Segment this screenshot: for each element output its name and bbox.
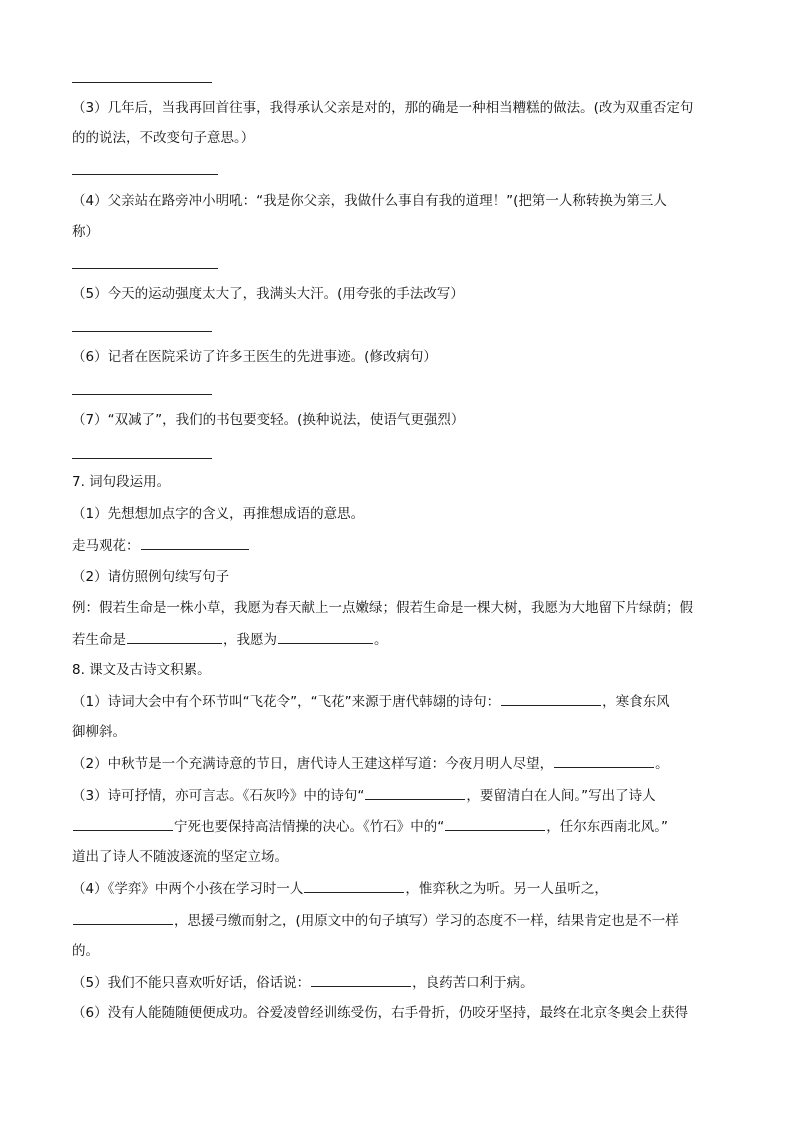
fill-blank[interactable] <box>554 753 654 768</box>
text-segment: ，思援弓缴而射之，(用原文中的句子填写）学习的态度不一样，结果肯定也是不一样 <box>174 913 679 929</box>
idiom-label: 走马观花： <box>72 538 140 554</box>
text-segment: ，任尔东西南北风。” <box>546 819 668 835</box>
fill-blank[interactable] <box>445 816 545 831</box>
section-8-item-4-line-2 <box>72 910 679 930</box>
text-segment: ，寒食东风 <box>602 694 670 710</box>
text-segment: （2）中秋节是一个充满诗意的节日，唐代诗人王建这样写道：今夜月明人尽望， <box>72 756 554 772</box>
fill-blank[interactable] <box>501 691 601 706</box>
section-8-title: 8. 课文及古诗文积累。 <box>72 662 211 678</box>
section-7-item-1: （1）先想想加点字的含义，再推想成语的意思。 <box>72 506 365 522</box>
answer-line[interactable] <box>72 82 212 83</box>
question-3-line-1: （3）几年后，当我再回首往事，我得承认父亲是对的，那的确是一种相当糟糕的做法。(改为双重否定句 <box>72 100 694 116</box>
text-segment: （5）我们不能只喜欢听好话，俗话说： <box>72 975 311 991</box>
fill-blank[interactable] <box>73 816 173 831</box>
fill-blank[interactable] <box>365 785 465 800</box>
answer-line[interactable] <box>72 268 218 269</box>
section-8-item-1-line-1 <box>72 691 670 711</box>
answer-line[interactable] <box>72 458 212 459</box>
section-8-item-4-line-1 <box>72 878 608 898</box>
text-segment: 若生命是 <box>72 632 126 648</box>
text-segment: ，良药苦口利于病。 <box>412 975 534 991</box>
section-7-title: 7. 词句段运用。 <box>72 474 171 490</box>
section-7-item-2: （2）请仿照例句续写句子 <box>72 569 230 585</box>
fill-blank[interactable] <box>311 972 411 987</box>
answer-line[interactable] <box>72 394 212 395</box>
question-4-line-2: 称） <box>72 224 99 240</box>
question-4-line-1: （4）父亲站在路旁冲小明吼：“我是你父亲，我做什么事自有我的道理！”(把第一人称转换为第三人 <box>72 193 667 209</box>
example-sentence-line-2 <box>72 629 388 649</box>
question-3-line-2: 的的说法，不改变句子意思。） <box>72 130 255 146</box>
fill-blank[interactable] <box>73 910 173 925</box>
text-segment: ，惟弈秋之为听。另一人虽听之， <box>405 881 608 897</box>
text-segment: （1）诗词大会中有个环节叫“飞花令”，“飞花”来源于唐代韩翃的诗句： <box>72 694 501 710</box>
section-8-item-3-line-3: 道出了诗人不随波逐流的坚定立场。 <box>72 849 288 865</box>
section-8-item-2 <box>72 753 669 773</box>
answer-line[interactable] <box>72 174 218 175</box>
section-8-item-3-line-2 <box>72 816 668 836</box>
text-segment: ，我愿为 <box>223 632 277 648</box>
text-segment: 宁死也要保持高洁情操的决心。《竹石》中的“ <box>174 819 445 835</box>
fill-blank[interactable] <box>127 629 222 644</box>
section-8-item-6: （6）没有人能随随便便成功。谷爱凌曾经训练受伤，右手骨折，仍咬牙坚持，最终在北京冬奥会上获得 <box>72 1005 689 1021</box>
text-segment: 。 <box>374 632 388 648</box>
section-8-item-3-line-1 <box>72 785 656 805</box>
section-8-item-1-line-2: 御柳斜。 <box>72 724 126 740</box>
section-8-item-5 <box>72 972 534 992</box>
question-7-rewrite: （7）“双减了”，我们的书包要变轻。(换种说法，使语气更强烈） <box>72 412 465 428</box>
text-segment: ，要留清白在人间。”写出了诗人 <box>466 788 656 804</box>
fill-blank[interactable] <box>278 629 373 644</box>
question-5: （5）今天的运动强度太大了，我满头大汗。(用夸张的手法改写） <box>72 286 464 302</box>
text-segment: 。 <box>655 756 669 772</box>
text-segment: （4）《学弈》中两个小孩在学习时一人 <box>72 881 304 897</box>
question-6: （6）记者在医院采访了许多王医生的先进事迹。(修改病句） <box>72 349 437 365</box>
section-7-item-1-answer <box>72 535 250 555</box>
example-sentence-line-1: 例：假若生命是一株小草，我愿为春天献上一点嫩绿；假若生命是一棵大树，我愿为大地留下片绿荫；假 <box>72 600 693 616</box>
section-8-item-4-line-3: 的。 <box>72 943 99 959</box>
idiom-blank[interactable] <box>141 535 249 550</box>
fill-blank[interactable] <box>304 878 404 893</box>
answer-line[interactable] <box>72 331 212 332</box>
text-segment: （3）诗可抒情，亦可言志。《石灰吟》中的诗句“ <box>72 788 365 804</box>
